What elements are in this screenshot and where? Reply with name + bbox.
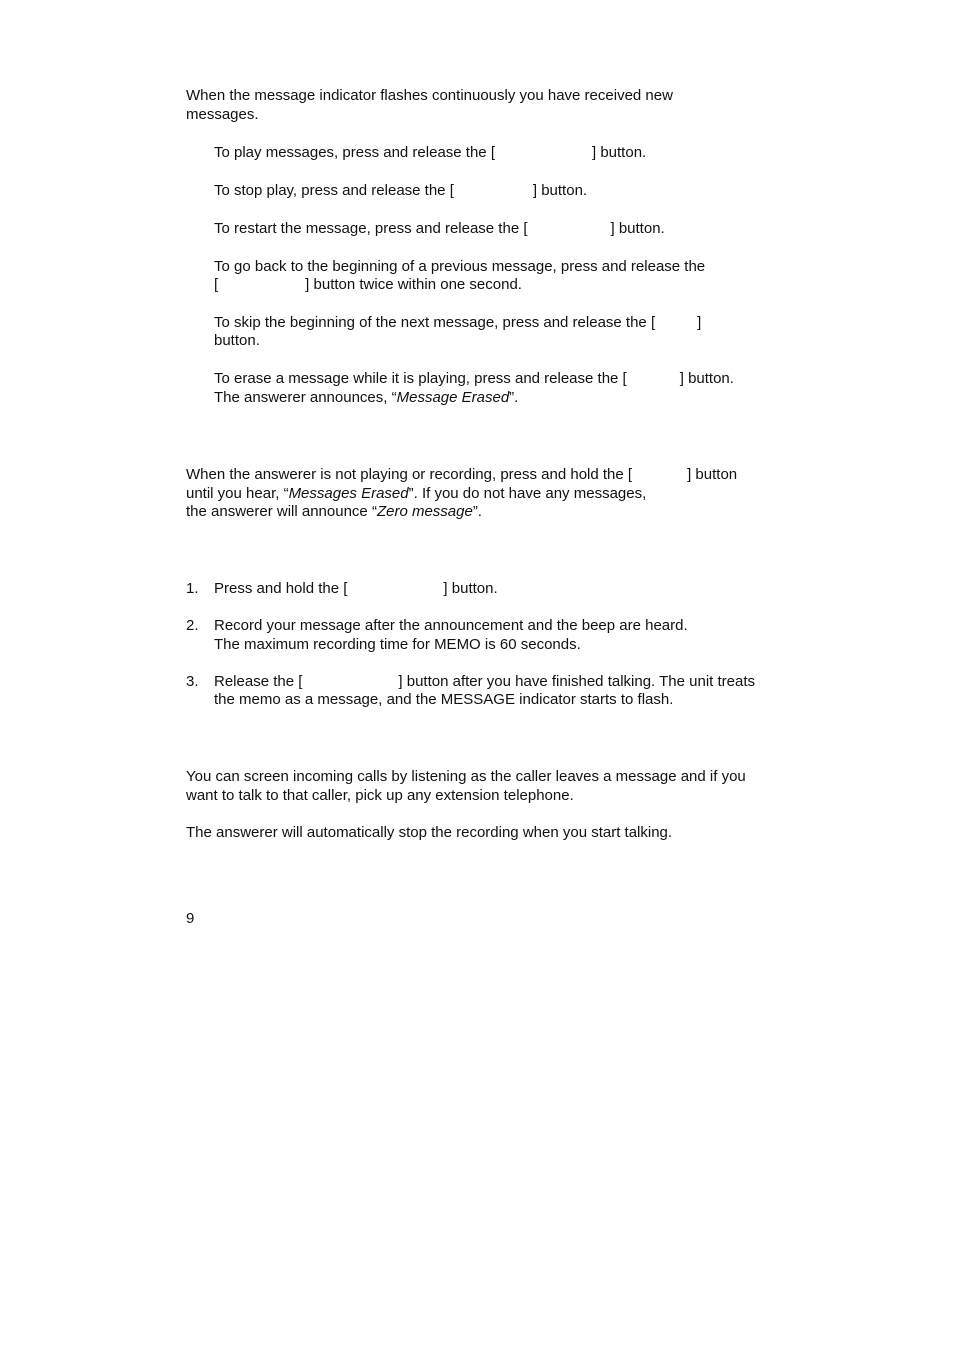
memo-step-1-after: ] button. [443, 580, 498, 597]
memo-step-2-number: 2. [186, 617, 199, 634]
erase-all-line2-before: until you hear, “ [186, 485, 289, 502]
memo-step-1 [214, 579, 498, 598]
erase-text-after: ] button. [679, 370, 734, 387]
memo-step-1-number: 1. [186, 580, 199, 597]
skip-instruction-line-1 [214, 313, 701, 332]
restart-text-before: To restart the message, press and release the [ [214, 220, 528, 237]
memo-step-2-line-2: The maximum recording time for MEMO is 60 seconds. [214, 636, 581, 653]
memo-step-1-before: Press and hold the [ [214, 580, 348, 597]
memo-step-3-line-2: the memo as a message, and the MESSAGE indicator starts to flash. [214, 691, 674, 708]
restart-text-after: ] button. [610, 220, 665, 237]
erase-instruction-line-1 [214, 369, 734, 388]
page-number: 9 [186, 910, 195, 927]
screening-line-3: The answerer will automatically stop the recording when you start talking. [186, 824, 673, 841]
back-instruction-line-1: To go back to the beginning of a previous message, press and release the [214, 258, 706, 275]
memo-step-3-before: Release the [ [214, 673, 303, 690]
intro-line-2: messages. [186, 106, 259, 123]
play-instruction [214, 143, 646, 162]
stop-text-after: ] button. [532, 182, 588, 199]
erase-text-before: To erase a message while it is playing, press and release the [ [214, 370, 627, 387]
memo-step-3-after: ] button after you have finished talking. The unit treats [398, 673, 755, 690]
erase-all-text-after: ] button [687, 466, 738, 483]
erase-all-line3-after: ”. [472, 503, 482, 520]
erase-instruction-line-2 [214, 388, 518, 407]
erase-all-line-2 [186, 484, 646, 503]
skip-instruction-line-2: button. [214, 332, 260, 349]
erase-all-line-3 [186, 502, 482, 521]
back-instruction-line-2 [214, 275, 522, 294]
play-text-after: ] button. [592, 144, 647, 161]
screening-line-1: You can screen incoming calls by listening as the caller leaves a message and if you [186, 768, 746, 785]
restart-instruction [214, 219, 665, 238]
erase-all-line3-before: the answerer will announce “ [186, 503, 377, 520]
memo-step-2-line-1: Record your message after the announcement and the beep are heard. [214, 617, 688, 634]
stop-text-before: To stop play, press and release the [ [214, 182, 454, 199]
stop-instruction [214, 181, 587, 200]
erase-line2-before: The answerer announces, “ [214, 389, 397, 406]
erase-announcement: Message Erased [396, 389, 510, 406]
skip-text-after: ] [697, 314, 702, 331]
zero-message-announcement: Zero message [376, 503, 473, 520]
skip-text-before: To skip the beginning of the next message, press and release the [ [214, 314, 656, 331]
play-text-before: To play messages, press and release the [ [214, 144, 495, 161]
back-text-after: ] button twice within one second. [305, 276, 522, 293]
erase-all-line2-after: ”. If you do not have any messages, [408, 485, 647, 502]
back-text-before: [ [214, 276, 219, 293]
messages-erased-announcement: Messages Erased [288, 485, 409, 502]
erase-line2-after: ”. [509, 389, 519, 406]
memo-step-3-number: 3. [186, 673, 199, 690]
erase-all-line-1 [186, 465, 737, 484]
memo-step-3-line-1 [214, 672, 755, 691]
intro-line-1: When the message indicator flashes continuously you have received new [186, 87, 673, 104]
erase-all-text-before: When the answerer is not playing or recording, press and hold the [ [186, 466, 633, 483]
screening-line-2: want to talk to that caller, pick up any extension telephone. [186, 787, 574, 804]
